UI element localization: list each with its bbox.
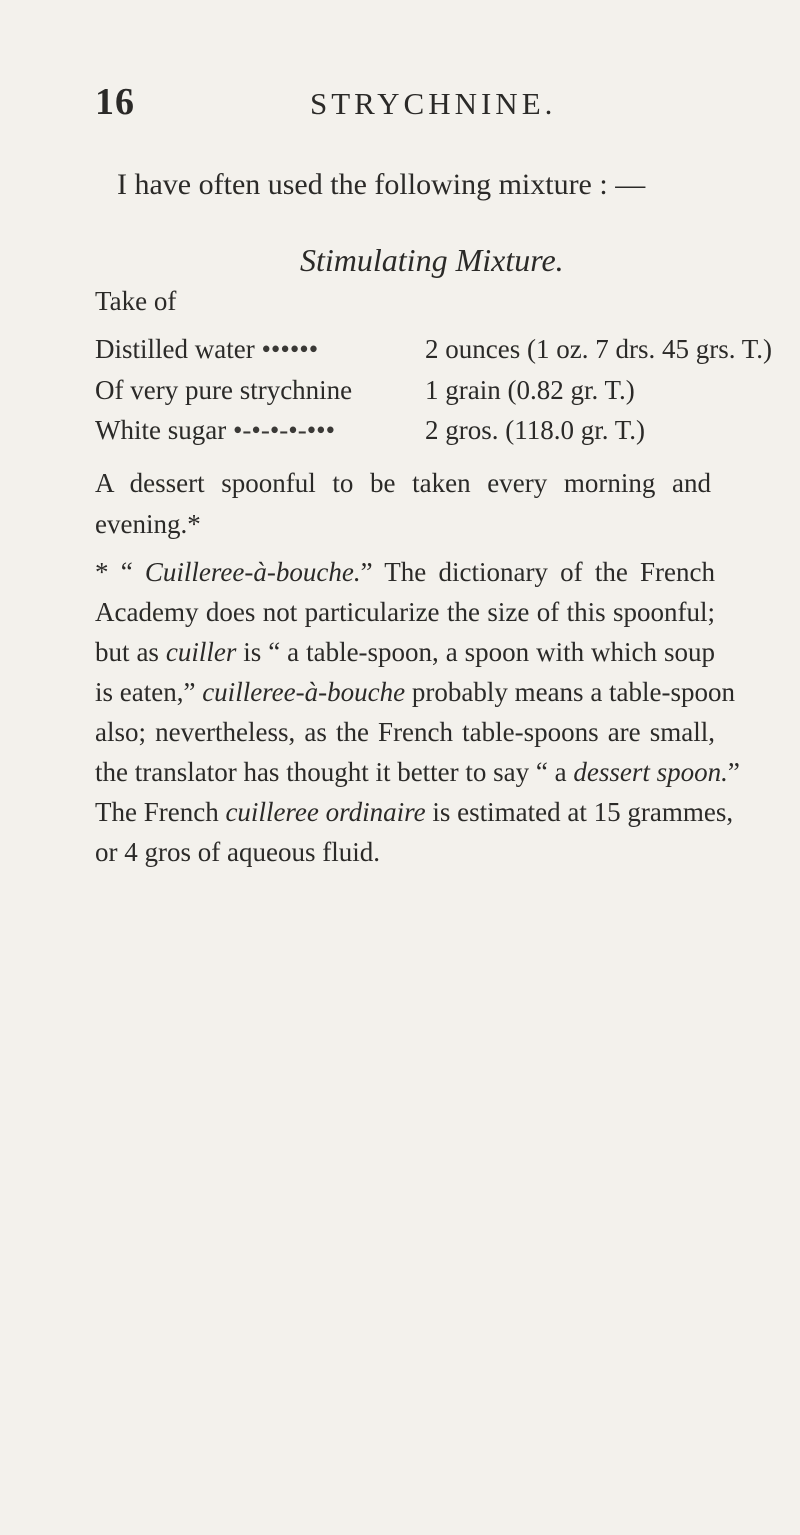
footnote-text: the translator has thought it better to say “ a: [95, 757, 574, 787]
prescription-row: [95, 415, 645, 446]
running-head: [0, 80, 800, 130]
footnote-line: or 4 gros of aqueous fluid.: [95, 837, 380, 867]
footnote-line: [95, 552, 715, 592]
ingredient-name: White sugar: [95, 415, 227, 445]
footnote-text: is eaten,”: [95, 677, 203, 707]
page-number: 16: [95, 81, 135, 123]
footnote-italic-term: Cuilleree-à-bouche.: [144, 557, 361, 587]
footnote-text: is estimated at 15 grammes,: [425, 797, 734, 827]
footnote-line: also; nevertheless, as the French table-spoons are small,: [95, 717, 715, 747]
footnote-italic-term: dessert spoon.: [573, 757, 728, 787]
dot-leader: •-•-•-•-•••: [232, 415, 336, 445]
footnote-text: ” The dictionary of the French: [360, 557, 716, 587]
take-of-label: Take of: [95, 286, 177, 316]
footnote-italic-term: cuilleree-à-bouche: [202, 677, 406, 707]
footnote-line: Academy does not particularize the size of this spoonful;: [95, 597, 715, 627]
footnote-text: The French: [95, 797, 226, 827]
footnote-italic-term: cuilleree ordinaire: [225, 797, 426, 827]
footnote: [95, 552, 740, 872]
ingredient-name: Distilled water: [95, 334, 255, 364]
mixture-title: Stimulating Mixture.: [300, 242, 564, 278]
footnote-line: [95, 752, 740, 792]
footnote-line: [95, 672, 736, 712]
dosage-instruction: A dessert spoonful to be taken every morning and evening.*: [95, 468, 711, 539]
footnote-text: is “ a table-spoon, a spoon with which soup: [236, 637, 715, 667]
footnote-text: * “: [95, 557, 145, 587]
ingredient-amount: 2 ounces (1 oz. 7 drs. 45 grs. T.): [425, 334, 772, 364]
running-title: STRYCHNINE.: [310, 86, 557, 121]
ingredient-amount: 2 gros. (118.0 gr. T.): [425, 415, 645, 445]
footnote-text: but as: [95, 637, 166, 667]
prescription-row: [95, 375, 635, 406]
ingredient-name: Of very pure strychnine: [95, 375, 353, 405]
footnote-italic-term: cuiller: [165, 637, 237, 667]
footnote-line: [95, 632, 715, 672]
prescription-row: [95, 334, 772, 365]
footnote-text: probably means a table-spoon: [405, 677, 736, 707]
footnote-line: [95, 792, 734, 832]
footnote-text: ”: [727, 757, 740, 787]
ingredient-amount: 1 grain (0.82 gr. T.): [425, 375, 635, 405]
dot-leader: ••••••: [261, 334, 319, 364]
intro-sentence: I have often used the following mixture : —: [117, 168, 646, 201]
